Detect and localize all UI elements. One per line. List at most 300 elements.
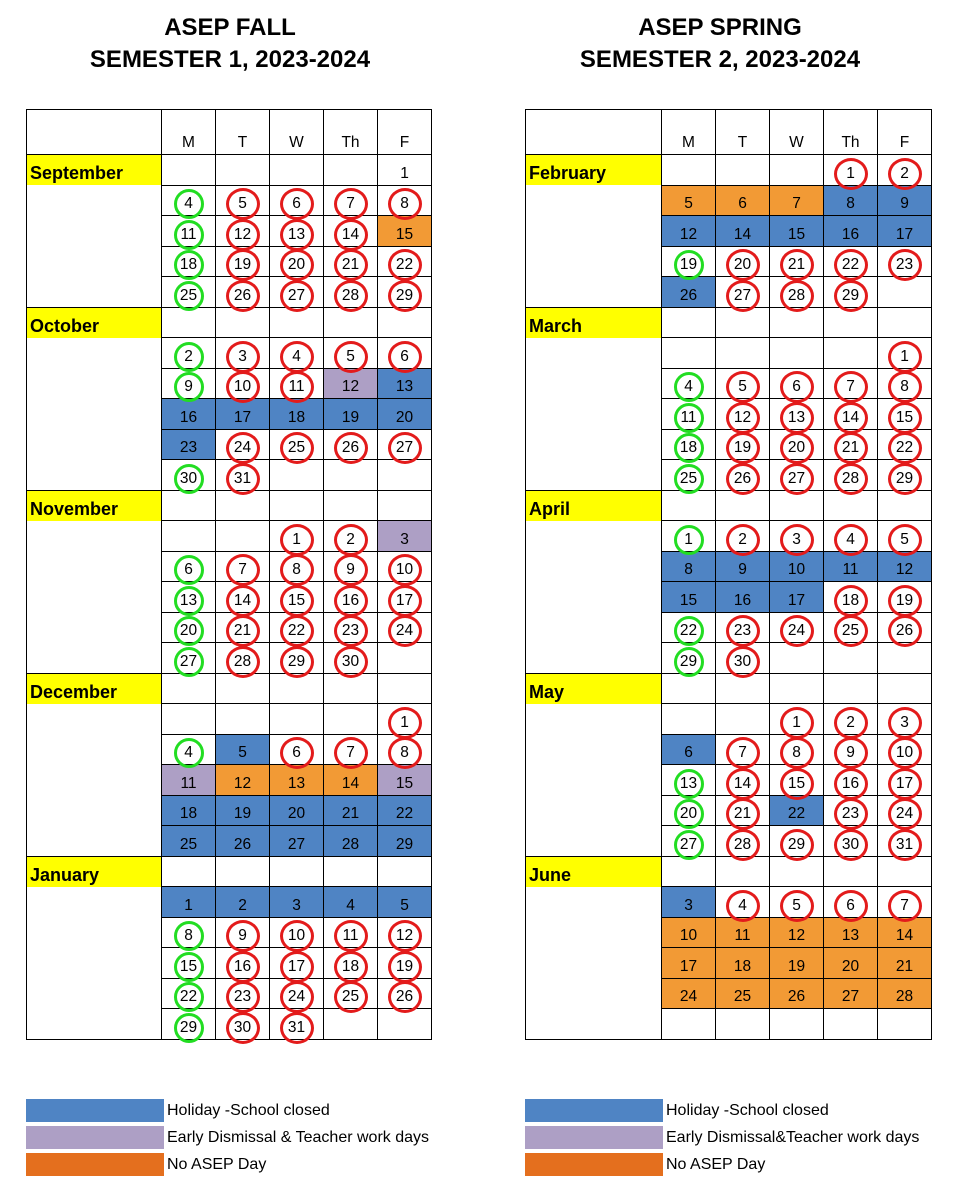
day-number: 13	[788, 407, 805, 429]
day-cell	[324, 185, 378, 216]
day-number: 26	[787, 988, 806, 1005]
day-cell	[324, 399, 378, 430]
red-circle-mark	[888, 798, 922, 830]
day-cell	[716, 734, 770, 765]
day-number: 26	[896, 620, 913, 642]
day-number: 21	[234, 620, 251, 642]
red-circle-mark	[780, 371, 814, 403]
day-number: 2	[846, 712, 855, 734]
day-cell	[270, 948, 324, 979]
day-cell	[162, 246, 216, 277]
day-cell	[162, 460, 216, 491]
day-cell	[716, 673, 770, 704]
day-number: 3	[238, 346, 247, 368]
green-circle-mark	[674, 464, 704, 494]
day-cell	[162, 978, 216, 1009]
day-cell	[270, 887, 324, 918]
day-cell	[662, 246, 716, 277]
day-number: 22	[896, 437, 913, 459]
day-cell	[216, 582, 270, 613]
day-number: 22	[288, 620, 305, 642]
red-circle-mark	[888, 737, 922, 769]
day-cell	[716, 277, 770, 308]
day-cell	[824, 673, 878, 704]
day-cell	[162, 429, 216, 460]
day-cell	[824, 155, 878, 186]
day-cell	[324, 338, 378, 369]
day-cell	[324, 490, 378, 521]
red-circle-mark	[780, 280, 814, 312]
day-number: 17	[896, 773, 913, 795]
day-cell	[216, 277, 270, 308]
green-circle-mark	[674, 616, 704, 646]
day-cell	[824, 1009, 878, 1040]
day-cell	[716, 887, 770, 918]
day-cell	[716, 795, 770, 826]
red-circle-mark	[726, 280, 760, 312]
red-circle-mark	[334, 432, 368, 464]
day-number: 26	[734, 468, 751, 490]
month-label: April	[526, 490, 662, 521]
red-circle-mark	[226, 341, 260, 373]
day-cell	[770, 1009, 824, 1040]
day-number: 11	[842, 561, 859, 578]
day-number: 8	[184, 925, 193, 947]
day-cell	[824, 429, 878, 460]
red-circle-mark	[888, 432, 922, 464]
fall-title-line1: ASEP FALL	[164, 14, 296, 41]
day-number: 1	[684, 529, 693, 551]
day-number: 20	[841, 957, 860, 975]
day-number: 8	[400, 193, 409, 215]
day-cell	[270, 582, 324, 613]
day-number: 9	[738, 561, 747, 578]
day-number: 30	[234, 1017, 251, 1039]
day-cell	[878, 795, 932, 826]
legend-item	[525, 1097, 919, 1124]
day-number: 28	[341, 835, 360, 853]
day-number: 3	[684, 896, 693, 914]
day-cell	[216, 917, 270, 948]
day-number: 27	[734, 285, 751, 307]
legend-item	[26, 1097, 429, 1124]
day-number: 12	[679, 225, 698, 243]
day-cell	[716, 399, 770, 430]
day-header: T	[716, 110, 770, 155]
day-number: 7	[738, 742, 747, 764]
day-cell	[162, 338, 216, 369]
day-cell	[716, 582, 770, 613]
fall-title-line2: SEMESTER 1, 2023-2024	[89, 46, 371, 73]
red-circle-mark	[834, 798, 868, 830]
day-number: 20	[287, 805, 306, 822]
day-cell	[216, 734, 270, 765]
day-cell	[216, 795, 270, 826]
day-cell	[878, 612, 932, 643]
day-cell	[878, 185, 932, 216]
day-cell	[270, 1009, 324, 1040]
day-cell	[770, 368, 824, 399]
red-circle-mark	[280, 188, 314, 220]
day-number: 27	[680, 834, 697, 856]
day-cell	[270, 490, 324, 521]
day-cell	[216, 185, 270, 216]
day-cell	[270, 826, 324, 857]
day-cell	[824, 582, 878, 613]
day-cell	[162, 795, 216, 826]
day-number: 16	[842, 773, 859, 795]
day-cell	[216, 978, 270, 1009]
green-circle-mark	[174, 982, 204, 1012]
day-cell	[324, 429, 378, 460]
day-number: 22	[842, 254, 859, 276]
day-cell	[162, 155, 216, 186]
red-circle-mark	[726, 371, 760, 403]
day-number: 5	[738, 376, 747, 398]
day-cell	[162, 704, 216, 735]
green-circle-mark	[174, 647, 204, 677]
day-cell	[716, 338, 770, 369]
day-number: 27	[287, 835, 306, 853]
red-circle-mark	[334, 249, 368, 281]
day-cell	[662, 917, 716, 948]
day-number: 8	[900, 376, 909, 398]
day-cell	[770, 338, 824, 369]
day-number: 16	[733, 591, 752, 609]
day-cell	[216, 338, 270, 369]
day-cell	[270, 978, 324, 1009]
spring-legend	[525, 1097, 919, 1178]
day-cell	[162, 490, 216, 521]
day-number: 6	[792, 376, 801, 398]
day-cell	[324, 216, 378, 247]
day-cell	[270, 277, 324, 308]
day-cell	[378, 612, 432, 643]
day-number: 10	[787, 561, 806, 578]
spring-title-line2: SEMESTER 2, 2023-2024	[579, 46, 861, 73]
day-cell	[378, 429, 432, 460]
day-number: 7	[238, 559, 247, 581]
day-number: 5	[238, 193, 247, 215]
day-cell	[378, 307, 432, 338]
day-number: 25	[180, 285, 197, 307]
day-cell	[662, 734, 716, 765]
day-cell	[878, 429, 932, 460]
red-circle-mark	[888, 524, 922, 556]
day-number: 24	[396, 620, 413, 642]
day-number: 7	[846, 376, 855, 398]
day-number: 10	[288, 925, 305, 947]
day-cell	[216, 246, 270, 277]
day-cell	[878, 582, 932, 613]
day-cell	[878, 826, 932, 857]
day-cell	[770, 948, 824, 979]
day-cell	[162, 612, 216, 643]
day-cell	[270, 856, 324, 887]
red-circle-mark	[888, 371, 922, 403]
day-cell	[216, 887, 270, 918]
day-cell	[162, 917, 216, 948]
green-circle-mark	[674, 403, 704, 433]
day-number: 20	[288, 254, 305, 276]
spring-title-line1: ASEP SPRING	[638, 14, 802, 41]
day-number: 18	[680, 437, 697, 459]
red-circle-mark	[780, 463, 814, 495]
day-cell	[770, 612, 824, 643]
legend-swatch	[26, 1099, 164, 1122]
day-cell	[662, 765, 716, 796]
day-cell	[716, 704, 770, 735]
day-cell	[824, 399, 878, 430]
day-number: 6	[184, 559, 193, 581]
day-number: 6	[400, 346, 409, 368]
day-cell	[662, 551, 716, 582]
day-number: 10	[234, 376, 251, 398]
red-circle-mark	[334, 585, 368, 617]
day-cell	[662, 948, 716, 979]
red-circle-mark	[888, 463, 922, 495]
day-number: 28	[342, 285, 359, 307]
day-number: 20	[395, 408, 414, 426]
day-number: 2	[900, 163, 909, 185]
day-cell	[216, 368, 270, 399]
day-number: 20	[734, 254, 751, 276]
day-cell	[216, 826, 270, 857]
day-number: 8	[400, 742, 409, 764]
day-cell	[716, 1009, 770, 1040]
day-cell	[878, 490, 932, 521]
legend-item	[525, 1124, 919, 1151]
day-cell	[270, 765, 324, 796]
day-number: 2	[184, 346, 193, 368]
red-circle-mark	[334, 615, 368, 647]
day-cell	[270, 338, 324, 369]
day-cell	[378, 582, 432, 613]
day-cell	[270, 612, 324, 643]
red-circle-mark	[226, 951, 260, 983]
red-circle-mark	[226, 219, 260, 251]
day-cell	[216, 429, 270, 460]
fall-legend	[26, 1097, 429, 1178]
red-circle-mark	[726, 249, 760, 281]
day-cell	[216, 948, 270, 979]
day-number: 12	[233, 774, 252, 792]
day-number: 28	[842, 468, 859, 490]
red-circle-mark	[388, 280, 422, 312]
day-number: 5	[792, 895, 801, 917]
day-number: 12	[787, 927, 806, 944]
day-number: 25	[288, 437, 305, 459]
green-circle-mark	[174, 921, 204, 951]
day-cell	[324, 856, 378, 887]
red-circle-mark	[834, 432, 868, 464]
day-cell	[216, 155, 270, 186]
red-circle-mark	[226, 188, 260, 220]
day-number: 27	[788, 468, 805, 490]
day-cell	[662, 185, 716, 216]
day-number: 3	[792, 529, 801, 551]
day-number: 24	[788, 620, 805, 642]
green-circle-mark	[174, 250, 204, 280]
day-cell	[716, 185, 770, 216]
day-cell	[824, 185, 878, 216]
day-number: 30	[180, 468, 197, 490]
green-circle-mark	[674, 372, 704, 402]
red-circle-mark	[388, 585, 422, 617]
day-number: 2	[238, 896, 247, 914]
day-cell	[162, 185, 216, 216]
day-number: 6	[846, 895, 855, 917]
day-cell	[378, 277, 432, 308]
fall-title	[20, 12, 440, 76]
day-cell	[324, 978, 378, 1009]
red-circle-mark	[834, 829, 868, 861]
day-cell	[770, 490, 824, 521]
day-number: 2	[738, 529, 747, 551]
day-cell	[162, 1009, 216, 1040]
day-cell	[270, 246, 324, 277]
red-circle-mark	[388, 737, 422, 769]
day-cell	[162, 765, 216, 796]
day-cell	[716, 765, 770, 796]
day-number: 3	[292, 896, 301, 914]
day-cell	[716, 643, 770, 674]
red-circle-mark	[334, 737, 368, 769]
day-number: 29	[288, 651, 305, 673]
day-cell	[716, 521, 770, 552]
red-circle-mark	[834, 371, 868, 403]
green-circle-mark	[174, 738, 204, 768]
red-circle-mark	[780, 829, 814, 861]
day-cell	[324, 277, 378, 308]
day-header: W	[770, 110, 824, 155]
day-cell	[162, 826, 216, 857]
day-number: 14	[341, 774, 360, 792]
red-circle-mark	[226, 554, 260, 586]
day-cell	[770, 307, 824, 338]
day-number: 30	[842, 834, 859, 856]
day-number: 24	[288, 986, 305, 1008]
day-cell	[270, 399, 324, 430]
day-cell	[324, 521, 378, 552]
day-header: M	[662, 110, 716, 155]
red-circle-mark	[780, 768, 814, 800]
day-number: 1	[846, 163, 855, 185]
day-cell	[878, 917, 932, 948]
month-label: September	[27, 155, 162, 186]
red-circle-mark	[280, 920, 314, 952]
day-number: 8	[846, 195, 855, 212]
day-cell	[662, 978, 716, 1009]
day-cell	[770, 551, 824, 582]
day-cell	[770, 826, 824, 857]
day-number: 29	[395, 835, 414, 853]
day-number: 4	[292, 346, 301, 368]
red-circle-mark	[388, 920, 422, 952]
day-number: 10	[396, 559, 413, 581]
day-number: 31	[288, 1017, 305, 1039]
day-cell	[770, 765, 824, 796]
day-cell	[162, 673, 216, 704]
day-cell	[378, 887, 432, 918]
red-circle-mark	[888, 158, 922, 190]
red-circle-mark	[334, 188, 368, 220]
day-cell	[162, 887, 216, 918]
red-circle-mark	[388, 951, 422, 983]
day-number: 23	[734, 620, 751, 642]
day-cell	[378, 521, 432, 552]
month-label: February	[526, 155, 662, 186]
day-cell	[824, 978, 878, 1009]
day-number: 22	[396, 254, 413, 276]
day-cell	[662, 612, 716, 643]
red-circle-mark	[226, 432, 260, 464]
day-cell	[216, 704, 270, 735]
month-label: June	[526, 856, 662, 887]
day-cell	[770, 185, 824, 216]
day-number: 16	[234, 956, 251, 978]
day-number: 26	[396, 986, 413, 1008]
day-number: 19	[896, 590, 913, 612]
day-cell	[824, 460, 878, 491]
day-cell	[878, 978, 932, 1009]
day-cell	[162, 277, 216, 308]
day-cell	[824, 277, 878, 308]
day-number: 28	[734, 834, 751, 856]
red-circle-mark	[388, 554, 422, 586]
day-cell	[878, 216, 932, 247]
day-number: 16	[179, 408, 198, 426]
day-number: 25	[842, 620, 859, 642]
day-number: 23	[179, 439, 198, 456]
day-number: 22	[680, 620, 697, 642]
red-circle-mark	[780, 707, 814, 739]
day-number: 5	[346, 346, 355, 368]
day-cell	[716, 612, 770, 643]
day-cell	[324, 887, 378, 918]
day-number: 15	[679, 591, 698, 609]
red-circle-mark	[726, 402, 760, 434]
day-cell	[878, 734, 932, 765]
day-number: 23	[342, 620, 359, 642]
day-cell	[716, 856, 770, 887]
day-cell	[716, 490, 770, 521]
day-number: 4	[184, 193, 193, 215]
day-cell	[324, 307, 378, 338]
day-cell	[378, 185, 432, 216]
day-cell	[878, 338, 932, 369]
day-number: 6	[292, 193, 301, 215]
day-number: 23	[234, 986, 251, 1008]
red-circle-mark	[280, 554, 314, 586]
day-number: 18	[180, 254, 197, 276]
red-circle-mark	[226, 371, 260, 403]
day-cell	[270, 368, 324, 399]
red-circle-mark	[280, 951, 314, 983]
day-cell	[378, 704, 432, 735]
red-circle-mark	[334, 981, 368, 1013]
day-number: 27	[396, 437, 413, 459]
green-circle-mark	[174, 555, 204, 585]
day-cell	[270, 429, 324, 460]
day-number: 21	[895, 957, 914, 975]
day-cell	[270, 155, 324, 186]
day-number: 4	[846, 529, 855, 551]
day-cell	[770, 643, 824, 674]
day-cell	[324, 765, 378, 796]
day-cell	[324, 1009, 378, 1040]
month-label: January	[27, 856, 162, 887]
